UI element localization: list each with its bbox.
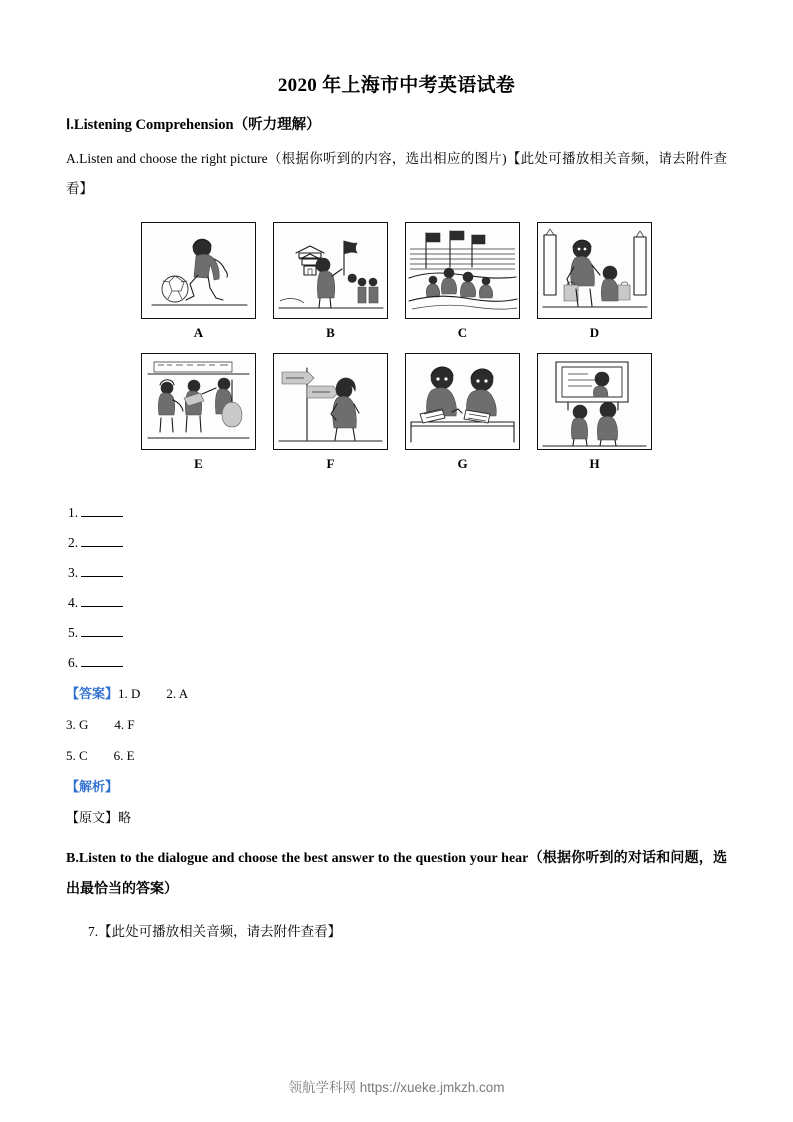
answer-label: 【答案】 [66, 686, 119, 701]
analysis-row [66, 771, 727, 802]
picture-frame-g [405, 353, 520, 450]
page-title: 2020 年上海市中考英语试卷 [277, 75, 516, 96]
part-b-instruction: B.Listen to the dialogue and choose the best answer to the question your hear（根据你听到的对话和问题，选出最恰当的答案） [66, 851, 727, 897]
picture-row-1 [141, 222, 652, 353]
part-a-instruction: A.Listen and choose the right picture（根据你听到的内容，选出相应的图片)【此处可播放相关音频，请去附件查看】 [66, 151, 727, 196]
blank-item-5 [68, 618, 727, 648]
picture-label-d: D [589, 325, 600, 340]
blank-item-2 [68, 528, 727, 558]
picture-frame-f [273, 353, 388, 450]
picture-frame-h [537, 353, 652, 450]
picture-cell-h [537, 353, 652, 484]
analysis-label: 【解析】 [66, 779, 119, 794]
picture-label-e: E [194, 456, 203, 471]
picture-label-a: A [193, 325, 204, 340]
answer-row-2 [66, 709, 727, 740]
transcript-label: 【原文】 [66, 810, 119, 825]
answer-blank-list [68, 498, 727, 678]
blank-item-4 [68, 588, 727, 618]
blank-input-1[interactable] [81, 503, 123, 517]
blank-input-2[interactable] [81, 533, 123, 547]
picture-label-b: B [326, 325, 335, 340]
blank-number-3: 3. [68, 565, 79, 580]
answer-4: 4. F [114, 717, 135, 732]
blank-number-6: 6. [68, 655, 79, 670]
girl-with-shopping-bags-icon [538, 223, 651, 318]
picture-frame-d [537, 222, 652, 319]
picture-frame-c [405, 222, 520, 319]
picture-label-f: F [326, 456, 335, 471]
picture-cell-d [537, 222, 652, 353]
blank-item-1 [68, 498, 727, 528]
picture-cell-c [405, 222, 520, 353]
picture-cell-f [273, 353, 388, 484]
picture-frame-e [141, 353, 256, 450]
picture-label-g: G [457, 456, 468, 471]
answer-1: 1. D [118, 686, 141, 701]
transcript-row [66, 802, 727, 833]
blank-number-5: 5. [68, 625, 79, 640]
blank-input-5[interactable] [81, 623, 123, 637]
band-playing-music-icon [142, 354, 255, 449]
blank-number-2: 2. [68, 535, 79, 550]
answer-6: 6. E [113, 748, 135, 763]
answer-3: 3. G [66, 717, 89, 732]
picture-frame-b [273, 222, 388, 319]
answer-row-3 [66, 740, 727, 771]
blank-item-6 [68, 648, 727, 678]
picture-row-2 [141, 353, 652, 484]
blank-number-1: 1. [68, 505, 79, 520]
picture-label-c: C [457, 325, 468, 340]
blank-input-6[interactable] [81, 653, 123, 667]
blank-number-4: 4. [68, 595, 79, 610]
woman-pointing-at-pagoda-icon [274, 223, 387, 318]
blank-input-4[interactable] [81, 593, 123, 607]
picture-label-h: H [589, 456, 600, 471]
blank-input-3[interactable] [81, 563, 123, 577]
section-heading: Ⅰ.Listening Comprehension（听力理解） [66, 117, 321, 133]
picture-grid [66, 222, 727, 484]
two-students-studying-icon [406, 354, 519, 449]
answer-5: 5. C [66, 748, 88, 763]
boy-playing-soccer-icon [142, 223, 255, 318]
picture-cell-g [405, 353, 520, 484]
picture-cell-e [141, 353, 256, 484]
people-on-beach-with-flags-icon [406, 223, 519, 318]
footer-watermark: 领航学科网 https://xueke.jmkzh.com [288, 1080, 505, 1095]
picture-cell-b [273, 222, 388, 353]
picture-frame-a [141, 222, 256, 319]
blank-item-3 [68, 558, 727, 588]
picture-cell-a [141, 222, 256, 353]
question-7: 7.【此处可播放相关音频，请去附件查看】 [88, 924, 342, 939]
children-watching-tv-icon [538, 354, 651, 449]
answer-row-1 [66, 678, 727, 709]
answer-2: 2. A [166, 686, 189, 701]
transcript-value: 略 [118, 810, 132, 825]
woman-reading-signpost-icon [274, 354, 387, 449]
